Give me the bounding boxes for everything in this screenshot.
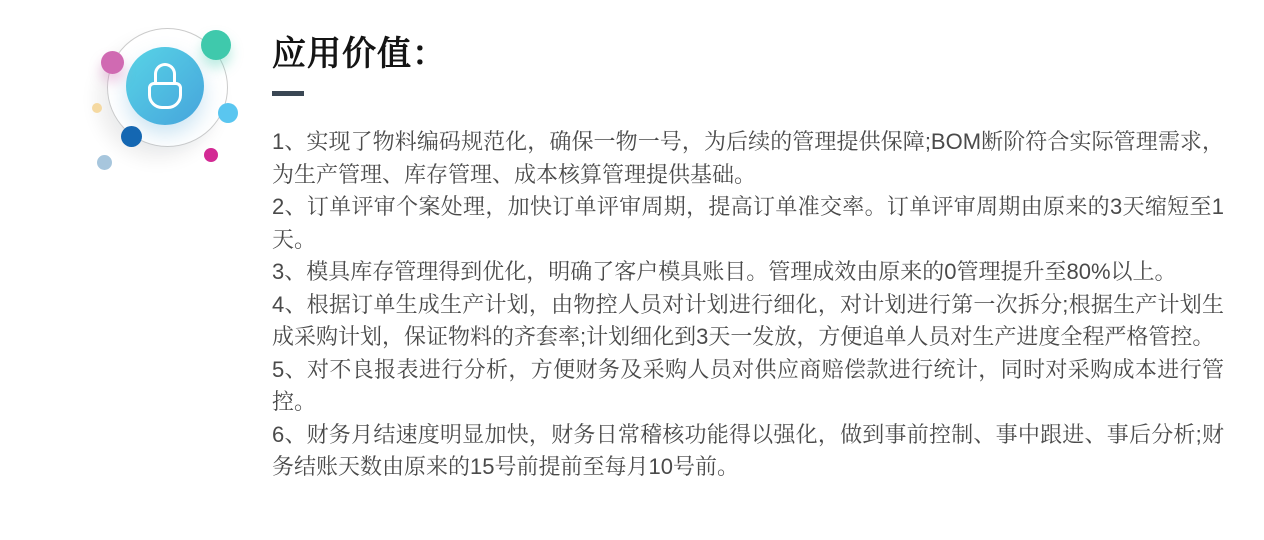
dot-magenta-icon bbox=[204, 148, 218, 162]
lock-badge bbox=[0, 0, 260, 190]
lock-icon bbox=[148, 63, 182, 109]
dot-paleblue-icon bbox=[97, 155, 112, 170]
list-item-3: 3、模具库存管理得到优化，明确了客户模具账目。管理成效由原来的0管理提升至80%以上。 bbox=[272, 259, 1177, 284]
list-item-2: 2、订单评审个案处理，加快订单评审周期，提高订单准交率。订单评审周期由原来的3天缩短至1天。 bbox=[272, 194, 1224, 252]
list-item-4: 4、根据订单生成生产计划，由物控人员对计划进行细化，对计划进行第一次拆分;根据生产计划生成采购计划，保证物料的齐套率;计划细化到3天一发放，方便追单人员对生产进度全程严格管控。 bbox=[272, 291, 1224, 349]
dot-teal-icon bbox=[201, 30, 231, 60]
dot-cream-icon bbox=[92, 103, 102, 113]
dot-darkblue-icon bbox=[121, 126, 142, 147]
lock-circle bbox=[126, 47, 204, 125]
dot-pink-icon bbox=[101, 51, 124, 74]
lock-shackle bbox=[154, 63, 176, 84]
title-underline bbox=[272, 91, 304, 96]
value-list bbox=[272, 126, 1224, 484]
dot-skyblue-icon bbox=[218, 103, 238, 123]
page-title: 应用价值： bbox=[272, 35, 447, 73]
list-item-1: 1、实现了物料编码规范化，确保一物一号，为后续的管理提供保障;BOM断阶符合实际管理需求，为生产管理、库存管理、成本核算管理提供基础。 bbox=[272, 129, 1224, 187]
list-item-5: 5、对不良报表进行分析，方便财务及采购人员对供应商赔偿款进行统计，同时对采购成本进行管控。 bbox=[272, 356, 1224, 414]
lock-body bbox=[148, 82, 182, 109]
list-item-6: 6、财务月结速度明显加快，财务日常稽核功能得以强化，做到事前控制、事中跟进、事后分析;财务结账天数由原来的15号前提前至每月10号前。 bbox=[272, 421, 1224, 479]
